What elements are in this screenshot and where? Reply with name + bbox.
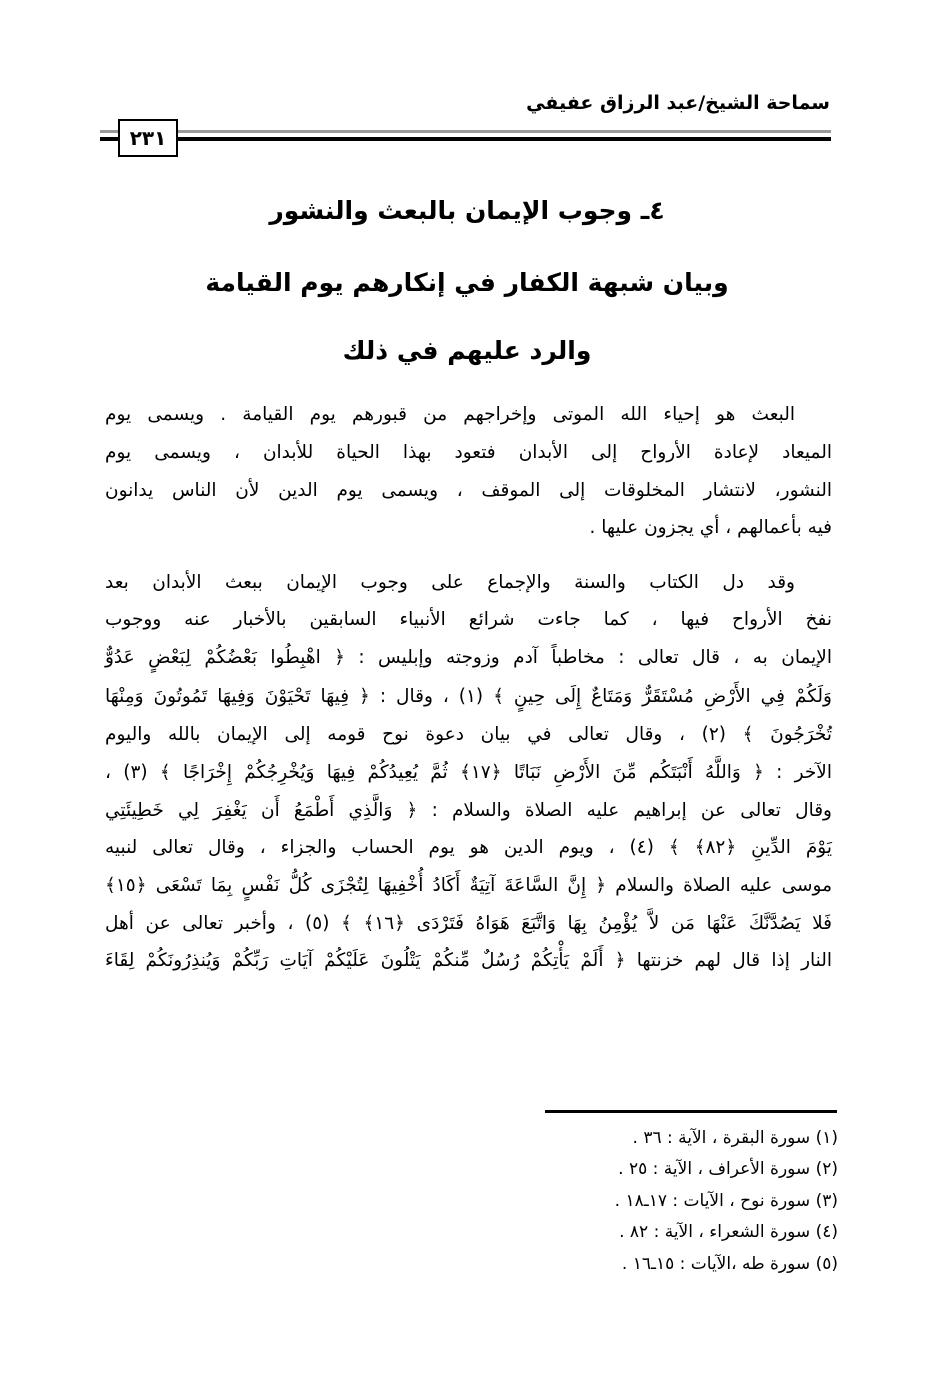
body-line: فيه بأعمالهم ، أي يجزون عليها .: [589, 517, 832, 538]
header-rule-thick: [100, 137, 831, 141]
chapter-heading: ٤ـ وجوب الإيمان بالبعث والنشور: [269, 196, 665, 225]
chapter-subheading: وبيان شبهة الكفار في إنكارهم يوم القيامة: [205, 268, 729, 297]
body-line: النشور، لانتشار المخلوقات إلى الموقف ، ويسمى يوم الدين لأن الناس يدانون: [105, 480, 832, 501]
body-line: وقال تعالى عن إبراهيم عليه الصلاة والسلام : ﴿ وَالَّذِي أَطْمَعُ أَن يَغْفِرَ لِي خَطِيئَتِي: [105, 800, 832, 821]
body-line: يَوْمَ الدِّينِ ﴿٨٢﴾ ﴾ (٤) ، ويوم الدين هو يوم الحساب والجزاء ، وقال تعالى لنبيه: [105, 837, 832, 858]
body-line: تُخْرَجُونَ ﴾ (٢) ، وقال تعالى في بيان دعوة نوح قومه إلى الإيمان بالله واليوم: [105, 724, 832, 745]
footnote: (١) سورة البقرة ، الآية : ٣٦ .: [632, 1128, 838, 1148]
chapter-subheading: والرد عليهم في ذلك: [342, 336, 592, 365]
footnote: (٣) سورة نوح ، الآيات : ١٧ـ١٨ .: [614, 1191, 838, 1211]
footnote: (٤) سورة الشعراء ، الآية : ٨٢ .: [619, 1222, 838, 1242]
body-line: البعث هو إحياء الله الموتى وإخراجهم من قبورهم يوم القيامة . ويسمى يوم: [105, 404, 795, 425]
body-line: وَلَكُمْ فِي الأَرْضِ مُسْتَقَرٌّ وَمَتَاعٌ إِلَى حِينٍ ﴾ (١) ، وقال : ﴿ فِيهَا تَحْيَوْنَ وَفِيهَا تَمُوتُونَ وَمِنْهَا: [105, 686, 832, 707]
body-line: فَلا يَصُدَّنَّكَ عَنْهَا مَن لاَّ يُؤْمِنُ بِهَا وَاتَّبَعَ هَوَاهُ فَتَرْدَى ﴿١٦﴾ ﴾ (٥) ، وأخبر تعالى عن أهل: [105, 913, 832, 934]
footnote: (٢) سورة الأعراف ، الآية : ٢٥ .: [618, 1159, 838, 1179]
footnote: (٥) سورة طه ،الآيات : ١٥ـ١٦ .: [621, 1254, 838, 1274]
body-line: موسى عليه الصلاة والسلام ﴿ إِنَّ السَّاعَةَ آتِيَةٌ أَكَادُ أُخْفِيهَا لِتُجْزَى كُلُّ نَفْسٍ بِمَا تَسْعَى ﴿١٥﴾: [105, 875, 832, 896]
page-number: ٢٣١: [118, 119, 178, 157]
body-line: الميعاد لإعادة الأرواح إلى الأبدان فتعود بهذا الحياة للأبدان ، ويسمى يوم: [105, 442, 832, 463]
body-line: الإيمان به ، قال تعالى : مخاطباً آدم وزوجته وإبليس : ﴿ اهْبِطُوا بَعْضُكُمْ لِبَعْضٍ عَدُوٌّ: [105, 647, 832, 668]
body-line: نفخ الأرواح فيها ، كما جاءت شرائع الأنبياء السابقين بالأخبار عنه ووجوب: [105, 609, 832, 630]
header-rule-thin: [100, 130, 831, 133]
running-header-title: سماحة الشيخ/عبد الرزاق عفيفي: [526, 92, 830, 114]
footnote-separator: [545, 1110, 837, 1113]
body-line: الآخر : ﴿ وَاللَّهُ أَنْبَتَكُم مِّنَ الأَرْضِ نَبَاتًا ﴿١٧﴾ ثُمَّ يُعِيدُكُمْ فِيهَا وَيُخْرِجُكُمْ إِخْرَاجًا ﴾ (٣) ،: [105, 762, 832, 783]
body-line: وقد دل الكتاب والسنة والإجماع على وجوب الإيمان ببعث الأبدان بعد: [105, 572, 795, 593]
body-line: النار إذا قال لهم خزنتها ﴿ أَلَمْ يَأْتِكُمْ رُسُلٌ مِّنكُمْ يَتْلُونَ عَلَيْكُمْ آيَاتِ رَبِّكُمْ وَيُنذِرُونَكُمْ لِقَاءَ: [105, 950, 832, 971]
